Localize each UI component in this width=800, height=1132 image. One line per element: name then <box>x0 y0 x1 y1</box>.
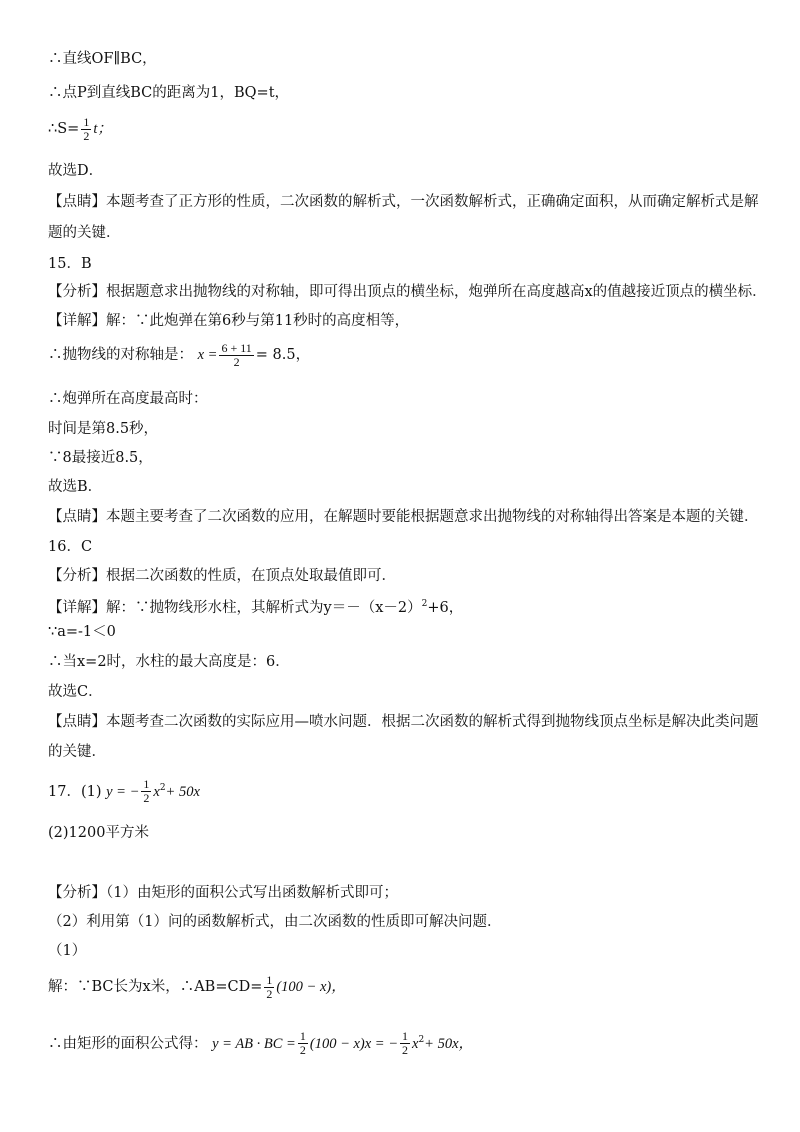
fraction-line <box>48 970 760 1004</box>
fraction-numerator: 6 + 11 <box>221 340 252 355</box>
text-line: 【点睛】本题考查了正方形的性质，二次函数的解析式，一次函数解析式，正确确定面积，从而确定解析式是解 <box>48 194 759 210</box>
fraction-numerator: 1 <box>402 1029 408 1044</box>
math-segment: x <box>153 783 160 800</box>
math-segment: + 50x <box>165 783 200 800</box>
text-segment: 【详解】解：∵抛物线形水柱，其解析式为y＝－（x－2） <box>48 599 422 616</box>
math-segment: x <box>412 1035 419 1052</box>
text-line: （2）利用第（1）问的函数解析式，由二次函数的性质即可解决问题． <box>48 914 502 930</box>
superscript: 2 <box>159 783 166 793</box>
fraction-denominator: 2 <box>83 128 90 143</box>
text-line: 【点睛】本题考查二次函数的实际应用—喷水问题．根据二次函数的解析式得到抛物线顶点坐标是解决此类问题 <box>48 714 759 730</box>
fraction-line <box>48 338 760 372</box>
fraction <box>219 342 253 369</box>
math-segment: y = − <box>106 783 140 800</box>
fraction-numerator: 1 <box>266 972 273 987</box>
text-line: 的关键． <box>48 744 106 760</box>
text-line: 故选C． <box>48 684 103 700</box>
fraction-denominator: 2 <box>143 791 150 806</box>
text-line: 【分析】根据二次函数的性质，在顶点处取最值即可． <box>48 568 396 584</box>
fraction-line <box>48 114 760 144</box>
answer-line <box>48 772 760 808</box>
math-segment: = 8.5， <box>255 347 311 363</box>
fraction-denominator: 2 <box>266 986 273 1001</box>
fraction-numerator: 1 <box>299 1029 306 1044</box>
text-line: (2)1200平方米 <box>48 825 149 841</box>
fraction-line <box>48 1022 760 1062</box>
question-number: 15．B <box>48 256 92 272</box>
fraction <box>81 116 91 143</box>
math-segment: (100 − x)x = − <box>309 1035 398 1052</box>
fraction <box>141 778 151 805</box>
fraction-denominator: 2 <box>402 1043 408 1058</box>
math-segment: + 50x， <box>424 1035 474 1052</box>
text-line: 【分析】根据题意求出抛物线的对称轴，即可得出顶点的横坐标，炮弹所在高度越高x的值越接近顶点的横坐标． <box>48 284 767 300</box>
text-segment: ∴由矩形的面积公式得： <box>48 1035 208 1052</box>
text-line: 时间是第8.5秒， <box>48 421 159 437</box>
formula-line <box>48 593 760 619</box>
text-line: 【点睛】本题主要考查了二次函数的应用，在解题时要能根据题意求出抛物线的对称轴得出答案是本题的关键． <box>48 509 759 525</box>
text-line: 【分析】（1）由矩形的面积公式写出函数解析式即可； <box>48 885 398 901</box>
fraction-denominator: 2 <box>233 354 240 369</box>
fraction <box>298 1030 308 1057</box>
text-line: 故选B． <box>48 479 103 495</box>
superscript: 2 <box>418 1035 425 1045</box>
text-line: ∵8最接近8.5， <box>48 450 153 466</box>
text-segment: ∴S= <box>48 121 80 137</box>
text-line: ∴炮弹所在高度最高时： <box>48 391 208 407</box>
text-line: ∴直线OF∥BC， <box>48 51 157 67</box>
text-line: 【详解】解：∵此炮弹在第6秒与第11秒时的高度相等， <box>48 313 410 329</box>
fraction <box>264 974 274 1001</box>
text-segment: ∴抛物线的对称轴是： <box>48 347 193 363</box>
text-line: ∵a=-1＜0 <box>48 624 116 640</box>
math-segment: x = <box>197 347 218 363</box>
text-line: （1） <box>48 943 87 959</box>
text-segment: t； <box>93 121 112 137</box>
fraction-numerator: 1 <box>83 114 90 129</box>
superscript: 2 <box>421 599 428 609</box>
math-segment: (100 − x)， <box>276 979 346 995</box>
text-line: ∴当x=2时，水柱的最大高度是：6． <box>48 654 290 670</box>
text-line: 题的关键． <box>48 225 121 241</box>
text-segment: 17．(1) <box>48 783 102 800</box>
text-segment: 解：∵BC长为x米，∴AB=CD= <box>48 979 263 995</box>
fraction <box>400 1030 410 1057</box>
fraction-numerator: 1 <box>143 777 150 792</box>
fraction-denominator: 2 <box>299 1043 306 1058</box>
text-line: 故选D． <box>48 163 104 179</box>
text-line: ∴点P到直线BC的距离为1，BQ=t， <box>48 85 290 101</box>
question-number: 16．C <box>48 539 93 555</box>
text-segment: +6， <box>427 599 464 616</box>
math-segment: y = AB · BC = <box>212 1035 296 1052</box>
